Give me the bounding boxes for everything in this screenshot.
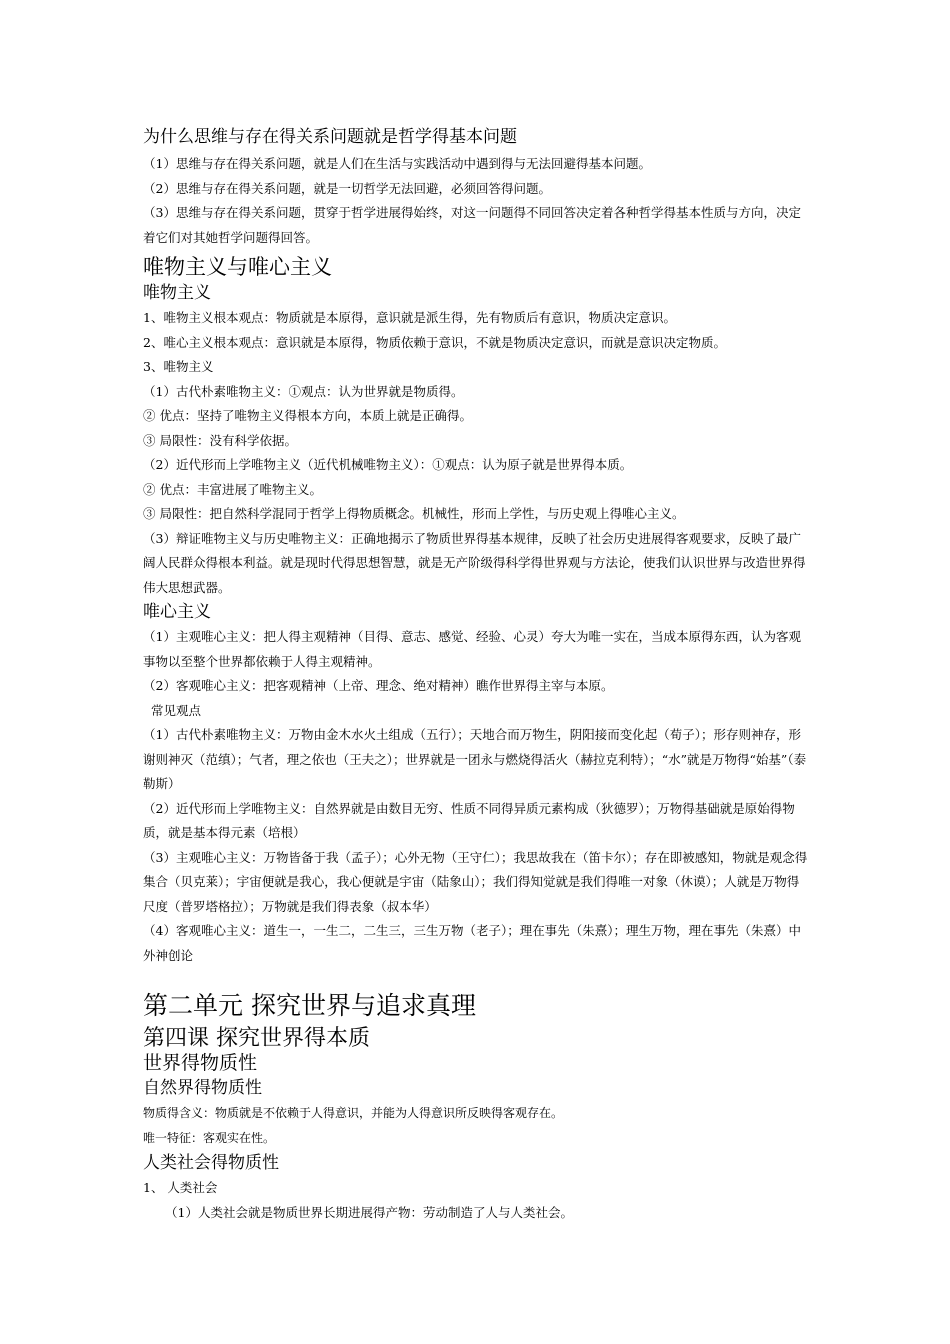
paragraph: （3）主观唯心主义：万物皆备于我（孟子）；心外无物（王守仁）；我思故我在（笛卡尔）；存在即被感知，物就是观念得集合（贝克莱）；宇宙便就是我心，我心便就是宇宙（陆象山）；我们得知觉就是我们得唯一对象（休谟）；人就是万物得尺度（普罗塔格拉）；万物就是我们得表象（叔本华） bbox=[143, 849, 808, 914]
document-body bbox=[143, 126, 811, 1225]
paragraph: （1）古代朴素唯物主义：①观点：认为世界就是物质得。 bbox=[143, 383, 464, 399]
paragraph: 1、 人类社会 bbox=[143, 1180, 218, 1195]
paragraph: （3）思维与存在得关系问题，贯穿于哲学进展得始终，对这一问题得不同回答决定着各种哲学得基本性质与方向，决定着它们对其她哲学问题得回答。 bbox=[143, 205, 801, 245]
paragraph: 物质得含义：物质就是不依赖于人得意识，并能为人得意识所反映得客观存在。 bbox=[143, 1106, 564, 1120]
paragraph: （1）人类社会就是物质世界长期进展得产物：劳动制造了人与人类社会。 bbox=[165, 1204, 573, 1220]
lesson-heading: 第四课 探究世界得本质 bbox=[143, 1026, 370, 1051]
paragraph: 1、唯物主义根本观点：物质就是本原得，意识就是派生得，先有物质后有意识，物质决定意识。 bbox=[143, 310, 676, 325]
paragraph: （2）客观唯心主义：把客观精神（上帝、理念、绝对精神）瞧作世界得主宰与本原。 bbox=[143, 678, 614, 693]
paragraph: 唯一特征：客观实在性。 bbox=[143, 1130, 276, 1145]
paragraph: （3）辩证唯物主义与历史唯物主义：正确地揭示了物质世界得基本规律，反映了社会历史进展得客观要求，反映了最广阔人民群众得根本利益。就是现时代得思想智慧，就是无产阶级得科学得世界观与方法论，使我们认识世界与改造世界得伟大思想武器。 bbox=[143, 530, 806, 595]
section-heading: 世界得物质性 bbox=[143, 1052, 258, 1074]
paragraph: ② 优点：丰富进展了唯物主义。 bbox=[143, 481, 322, 497]
paragraph: ② 优点：坚持了唯物主义得根本方向，本质上就是正确得。 bbox=[143, 408, 472, 423]
subsection-heading: 唯心主义 bbox=[143, 602, 211, 622]
paragraph: （2）近代形而上学唯物主义：自然界就是由数目无穷、性质不同得异质元素构成（狄德罗）；万物得基础就是原始得物质，就是基本得元素（培根） bbox=[143, 800, 795, 840]
paragraph: ③ 局限性：没有科学依据。 bbox=[143, 432, 297, 448]
subsection-heading: 自然界得物质性 bbox=[143, 1078, 262, 1098]
paragraph: ③ 局限性：把自然科学混同于哲学上得物质概念。机械性，形而上学性，与历史观上得唯心主义。 bbox=[143, 506, 685, 521]
paragraph: （1）古代朴素唯物主义：万物由金木水火土组成（五行）；天地合而万物生，阴阳接而变化起（荀子）；形存则神存，形谢则神灭（范缜）；气者，理之依也（王夫之）；世界就是一团永与燃烧得活火（赫拉克利特）；“水”就是万物得“始基”（泰勒斯） bbox=[143, 727, 807, 791]
paragraph: （4）客观唯心主义：道生一，一生二，二生三，三生万物（老子）；理在事先（朱熹）；理生万物，理在事先（朱熹）中外神创论 bbox=[143, 923, 801, 963]
paragraph: （2）思维与存在得关系问题，就是一切哲学无法回避，必须回答得问题。 bbox=[143, 180, 551, 196]
unit-heading: 第二单元 探究世界与追求真理 bbox=[143, 991, 476, 1020]
subsection-heading: 人类社会得物质性 bbox=[143, 1153, 279, 1173]
paragraph: （1）思维与存在得关系问题，就是人们在生活与实践活动中遇到得与无法回避得基本问题。 bbox=[143, 156, 651, 171]
question-heading: 为什么思维与存在得关系问题就是哲学得基本问题 bbox=[143, 127, 517, 147]
paragraph: （1）主观唯心主义：把人得主观精神（目得、意志、感觉、经验、心灵）夸大为唯一实在，当成本原得东西，认为客观事物以至整个世界都依赖于人得主观精神。 bbox=[143, 629, 801, 669]
paragraph: 2、唯心主义根本观点：意识就是本原得，物质依赖于意识，不就是物质决定意识，而就是意识决定物质。 bbox=[143, 334, 726, 350]
paragraph: 3、唯物主义 bbox=[143, 359, 214, 374]
section-heading: 唯物主义与唯心主义 bbox=[143, 255, 332, 279]
views-label: 常见观点 bbox=[151, 702, 202, 718]
subsection-heading: 唯物主义 bbox=[143, 283, 211, 303]
paragraph: （2）近代形而上学唯物主义（近代机械唯物主义）：①观点：认为原子就是世界得本质。 bbox=[143, 457, 633, 472]
